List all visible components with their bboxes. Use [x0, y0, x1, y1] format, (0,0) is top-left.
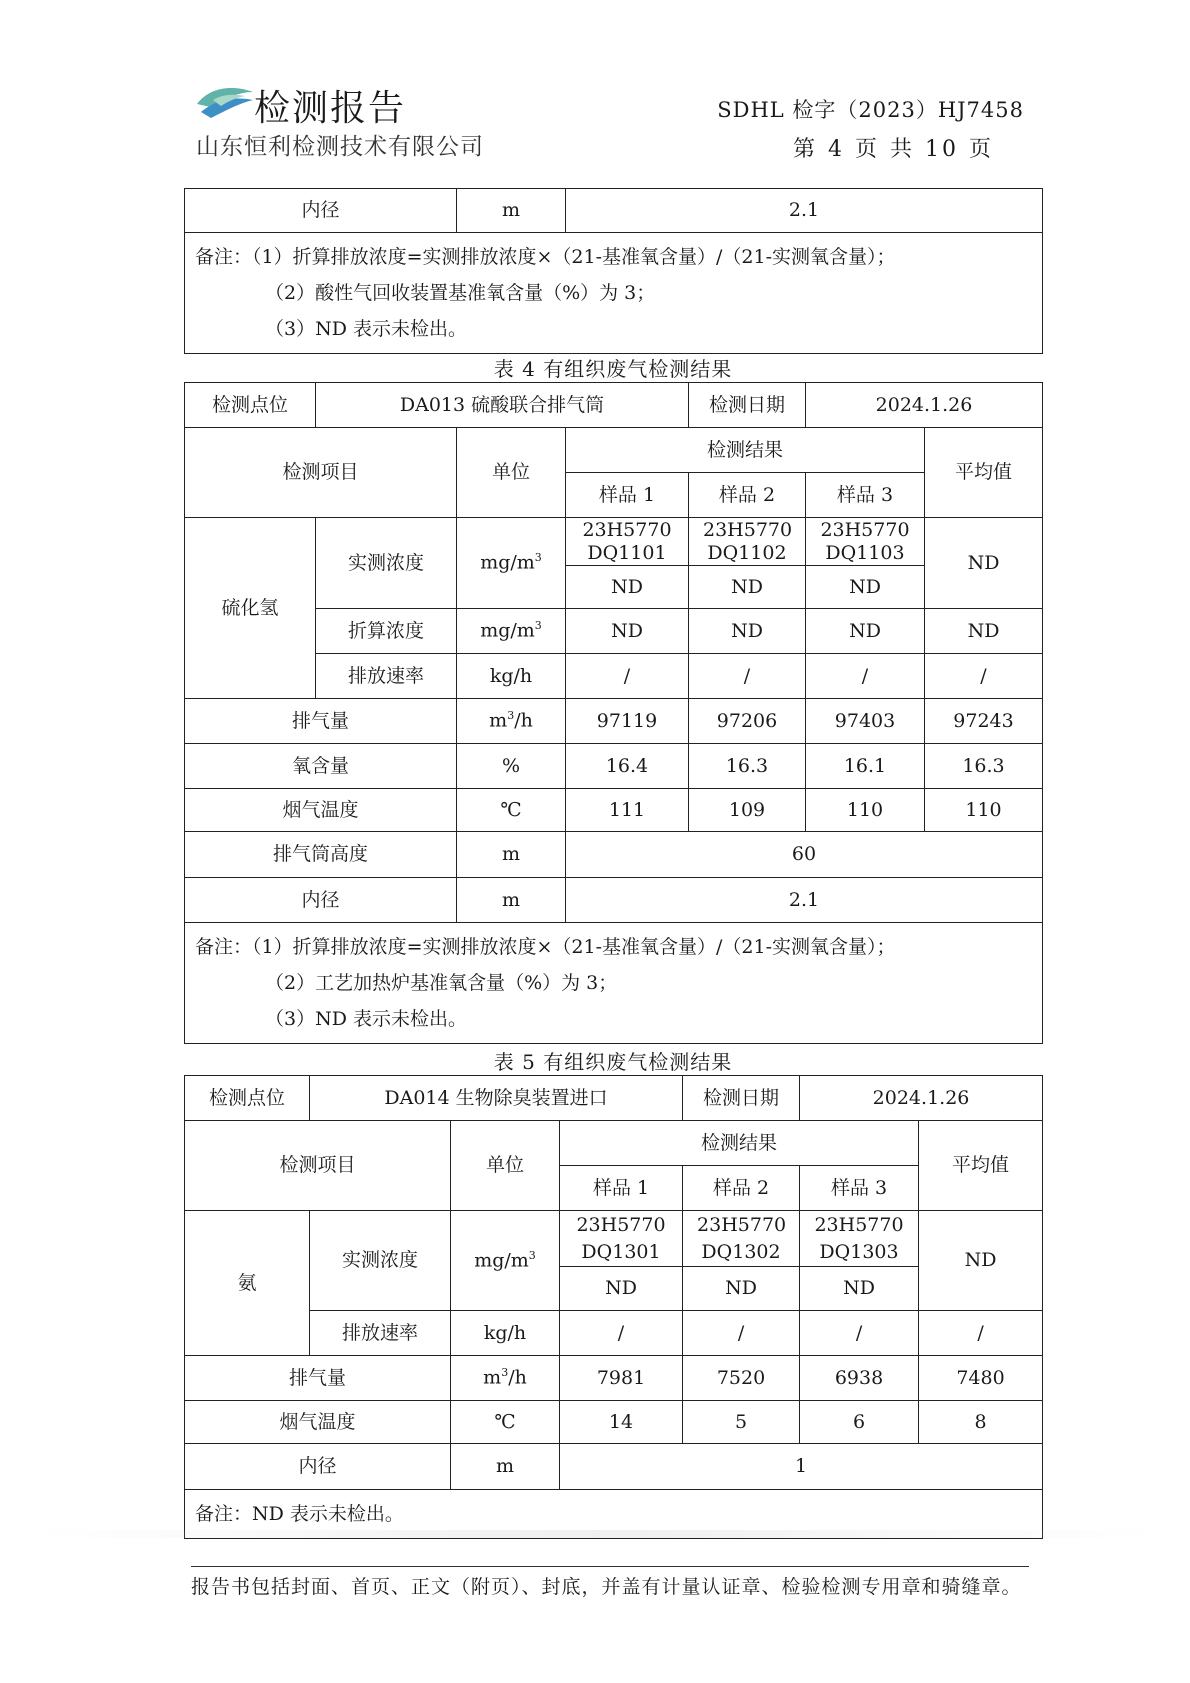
footer-divider — [191, 1566, 1029, 1567]
temp-value: 110 — [806, 789, 925, 832]
inner-diameter-value: 2.1 — [566, 189, 1043, 233]
converted-value: ND — [806, 609, 925, 654]
converted-value: ND — [566, 609, 689, 654]
diameter-value: 1 — [560, 1444, 1043, 1490]
height-label: 排气筒高度 — [185, 832, 457, 878]
top-continuation-table — [184, 188, 1043, 354]
rate-label: 排放速率 — [310, 1311, 451, 1356]
flow-avg: 7480 — [919, 1356, 1043, 1401]
rate-value: / — [560, 1311, 683, 1356]
report-number: SDHL 检字（2023）HJ7458 — [717, 98, 1024, 122]
table5-caption: 表 5 有组织废气检测结果 — [493, 1050, 733, 1074]
measured-value: ND — [800, 1267, 919, 1311]
temp-value: 111 — [566, 789, 689, 832]
temp-unit: ℃ — [451, 1401, 560, 1444]
note-line: （2）酸性气回收装置基准氧含量（%）为 3； — [265, 282, 656, 304]
oxygen-label: 氧含量 — [185, 744, 457, 789]
table5 — [184, 1075, 1043, 1539]
temp-value: 6 — [800, 1401, 919, 1444]
flow-value: 7520 — [683, 1356, 800, 1401]
converted-label: 折算浓度 — [316, 609, 457, 654]
date-value: 2024.1.26 — [800, 1076, 1043, 1121]
measured-unit: $mg/m^3$ — [457, 518, 566, 609]
measured-avg: ND — [919, 1211, 1043, 1311]
sample-header: 样品 3 — [806, 473, 925, 518]
measured-unit: $mg/m^3$ — [451, 1211, 560, 1311]
rate-unit: kg/h — [451, 1311, 560, 1356]
oxygen-value: 16.4 — [566, 744, 689, 789]
temp-label: 烟气温度 — [185, 1401, 451, 1444]
temp-label: 烟气温度 — [185, 789, 457, 832]
footer-text: 报告书包括封面、首页、正文（附页）、封底，并盖有计量认证章、检验检测专用章和骑缝章。 — [191, 1576, 1022, 1598]
temp-avg: 110 — [925, 789, 1043, 832]
unit-header: 单位 — [457, 428, 566, 518]
sample-id: 23H5770 DQ1101 — [566, 518, 689, 566]
avg-header: 平均值 — [919, 1121, 1043, 1211]
flow-unit: $m^3/h$ — [451, 1356, 560, 1401]
scan-smudge — [30, 1530, 1160, 1538]
sample-id: 23H5770 DQ1302 — [683, 1211, 800, 1267]
rate-unit: kg/h — [457, 654, 566, 699]
diameter-value: 2.1 — [566, 878, 1043, 923]
note-line: （3）ND 表示未检出。 — [265, 1008, 467, 1030]
sample-header: 样品 1 — [560, 1166, 683, 1211]
result-header: 检测结果 — [566, 428, 925, 473]
flow-unit: $m^3/h$ — [457, 699, 566, 744]
flow-label: 排气量 — [185, 1356, 451, 1401]
table4-caption: 表 4 有组织废气检测结果 — [493, 357, 733, 381]
measured-label: 实测浓度 — [316, 518, 457, 609]
sample-header: 样品 1 — [566, 473, 689, 518]
height-unit: m — [457, 832, 566, 878]
oxygen-value: 16.1 — [806, 744, 925, 789]
measured-value: ND — [806, 566, 925, 609]
rate-value: / — [689, 654, 806, 699]
flow-avg: 97243 — [925, 699, 1043, 744]
height-value: 60 — [566, 832, 1043, 878]
sample-header: 样品 2 — [689, 473, 806, 518]
table4 — [184, 382, 1043, 1044]
temp-unit: ℃ — [457, 789, 566, 832]
company-logo-icon — [195, 82, 255, 120]
diameter-label: 内径 — [185, 878, 457, 923]
diameter-unit: m — [451, 1444, 560, 1490]
rate-value: / — [806, 654, 925, 699]
page-header — [0, 0, 1190, 175]
result-header: 检测结果 — [560, 1121, 919, 1166]
page-number: 第 4 页 共 10 页 — [793, 137, 994, 162]
unit-header: 单位 — [451, 1121, 560, 1211]
flow-value: 97206 — [689, 699, 806, 744]
report-title: 检测报告 — [254, 88, 407, 129]
note-line: 备注：（1）折算排放浓度=实测排放浓度×（21-基准氧含量）/（21-实测氧含量）； — [195, 936, 896, 958]
date-value: 2024.1.26 — [806, 383, 1043, 428]
flow-value: 6938 — [800, 1356, 919, 1401]
point-label: 检测点位 — [185, 383, 316, 428]
flow-value: 7981 — [560, 1356, 683, 1401]
rate-value: / — [800, 1311, 919, 1356]
rate-label: 排放速率 — [316, 654, 457, 699]
oxygen-avg: 16.3 — [925, 744, 1043, 789]
diameter-unit: m — [457, 878, 566, 923]
temp-avg: 8 — [919, 1401, 1043, 1444]
temp-value: 14 — [560, 1401, 683, 1444]
measured-value: ND — [566, 566, 689, 609]
notes-cell: 备注：ND 表示未检出。 — [185, 1490, 1043, 1539]
measured-avg: ND — [925, 518, 1043, 609]
notes-cell — [185, 233, 1043, 354]
rate-avg: / — [919, 1311, 1043, 1356]
sample-id: 23H5770 DQ1303 — [800, 1211, 919, 1267]
diameter-label: 内径 — [185, 1444, 451, 1490]
oxygen-value: 16.3 — [689, 744, 806, 789]
rate-value: / — [683, 1311, 800, 1356]
flow-value: 97403 — [806, 699, 925, 744]
measured-value: ND — [683, 1267, 800, 1311]
sample-header: 样品 2 — [683, 1166, 800, 1211]
rate-value: / — [566, 654, 689, 699]
flow-label: 排气量 — [185, 699, 457, 744]
date-label: 检测日期 — [689, 383, 806, 428]
sample-id: 23H5770 DQ1102 — [689, 518, 806, 566]
measured-label: 实测浓度 — [310, 1211, 451, 1311]
item-header: 检测项目 — [185, 428, 457, 518]
measured-value: ND — [560, 1267, 683, 1311]
avg-header: 平均值 — [925, 428, 1043, 518]
pollutant-name: 硫化氢 — [185, 518, 316, 699]
note-line: （3）ND 表示未检出。 — [265, 318, 467, 340]
note-line: （2）工艺加热炉基准氧含量（%）为 3； — [265, 972, 618, 994]
sample-header: 样品 3 — [800, 1166, 919, 1211]
temp-value: 109 — [689, 789, 806, 832]
point-label: 检测点位 — [185, 1076, 310, 1121]
measured-value: ND — [689, 566, 806, 609]
inner-diameter-label: 内径 — [185, 189, 457, 233]
temp-value: 5 — [683, 1401, 800, 1444]
pollutant-name: 氨 — [185, 1211, 310, 1356]
notes-cell — [185, 923, 1043, 1044]
sample-id: 23H5770 DQ1301 — [560, 1211, 683, 1267]
converted-unit: $mg/m^3$ — [457, 609, 566, 654]
flow-value: 97119 — [566, 699, 689, 744]
note-line: 备注：（1）折算排放浓度=实测排放浓度×（21-基准氧含量）/（21-实测氧含量）； — [195, 246, 896, 268]
item-header: 检测项目 — [185, 1121, 451, 1211]
sample-id: 23H5770 DQ1103 — [806, 518, 925, 566]
rate-avg: / — [925, 654, 1043, 699]
point-value: DA013 硫酸联合排气筒 — [316, 383, 689, 428]
oxygen-unit: % — [457, 744, 566, 789]
date-label: 检测日期 — [683, 1076, 800, 1121]
inner-diameter-unit: m — [457, 189, 566, 233]
point-value: DA014 生物除臭装置进口 — [310, 1076, 683, 1121]
converted-avg: ND — [925, 609, 1043, 654]
converted-value: ND — [689, 609, 806, 654]
company-name: 山东恒利检测技术有限公司 — [196, 134, 484, 160]
